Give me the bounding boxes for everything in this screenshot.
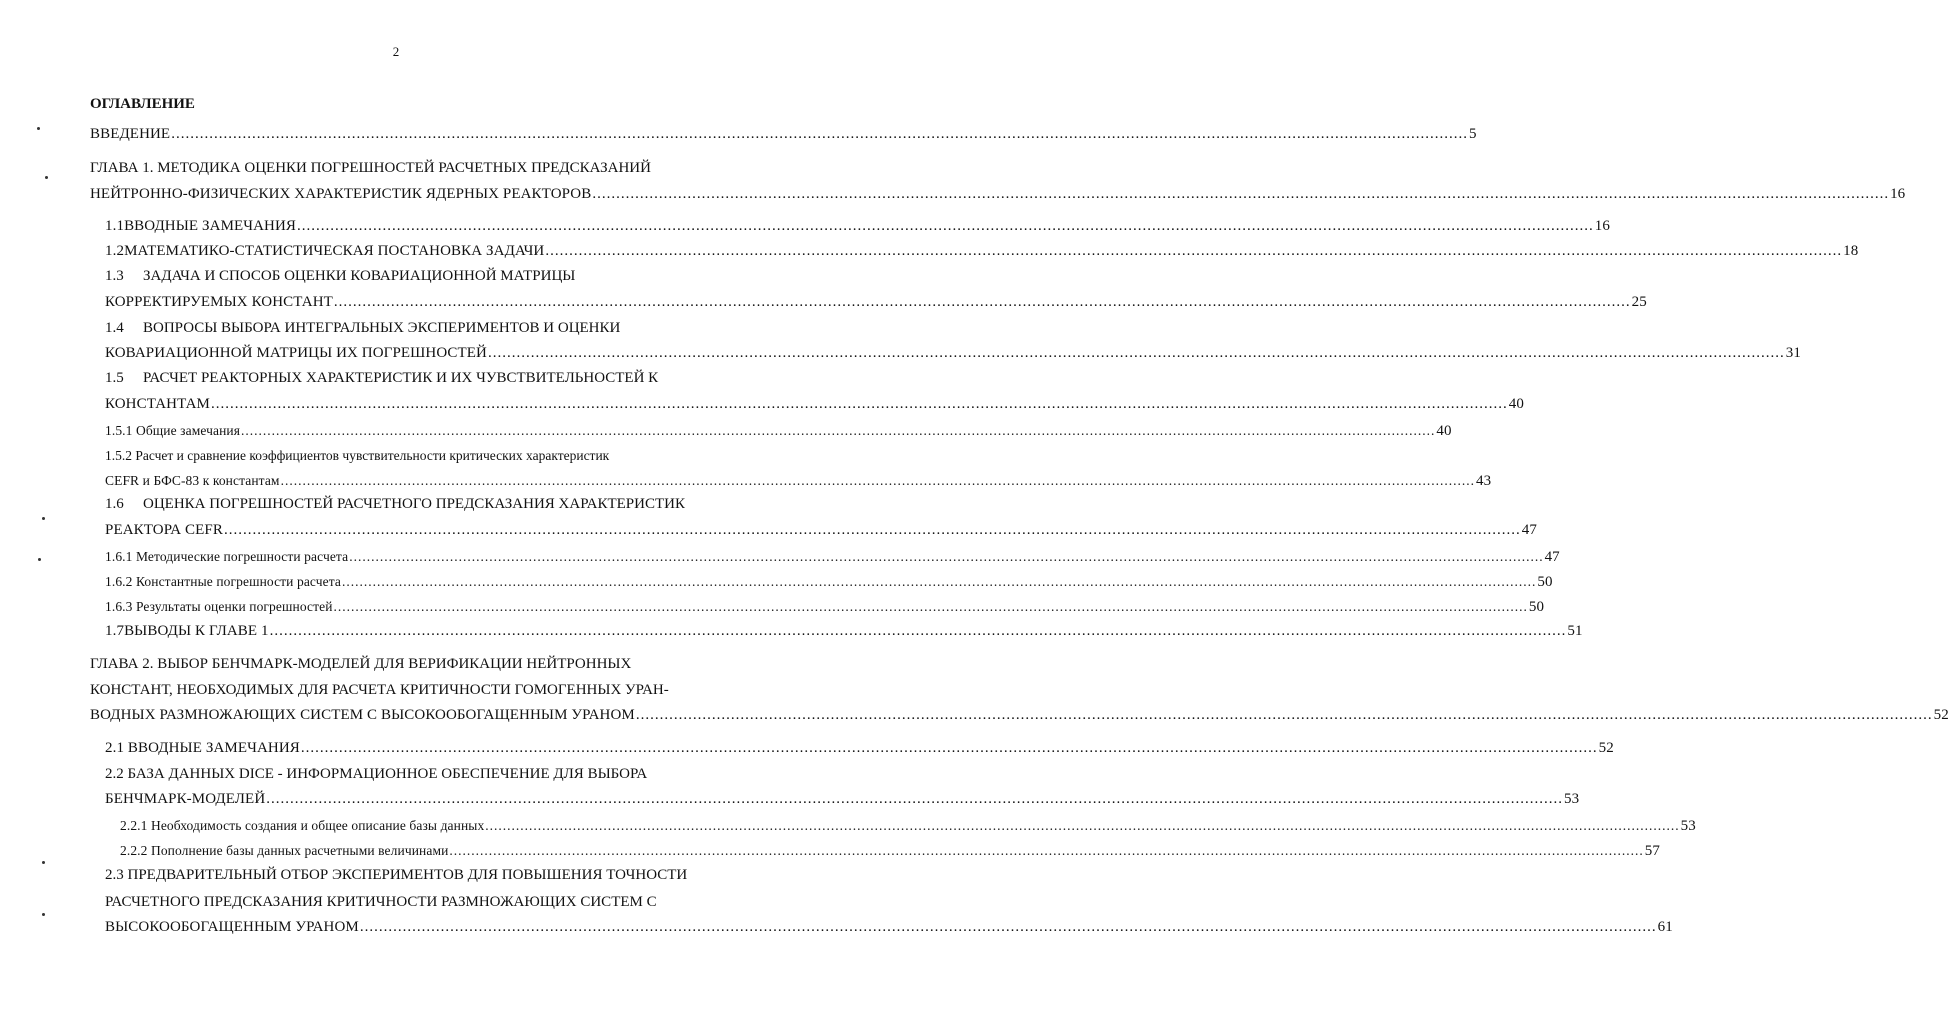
toc-section-1-6[interactable]: РЕАКТОРА CEFR ..... 47 [105, 522, 718, 539]
toc-section-2-2-line1[interactable]: 2.2 БАЗА ДАННЫХ DICE - ИНФОРМАЦИОННОЕ ОБЕСПЕЧЕНИЕ ДЛЯ ВЫБОРА [105, 766, 648, 782]
toc-section-1-5-line1[interactable]: 1.5 РАСЧЕТ РЕАКТОРНЫХ ХАРАКТЕРИСТИК И ИХ ЧУВСТВИТЕЛЬНОСТЕЙ К [105, 370, 659, 386]
margin-speck [42, 913, 45, 916]
toc-section-1-7[interactable]: 1.7 ВЫВОДЫ К ГЛАВЕ 1 ..... 51 [105, 623, 718, 640]
toc-subsection-1-6-3[interactable]: 1.6.3 Результаты оценки погрешностей ..... 50 [105, 599, 718, 616]
margin-speck [37, 127, 40, 130]
margin-speck [38, 558, 41, 561]
toc-section-2-1[interactable]: 2.1 ВВОДНЫЕ ЗАМЕЧАНИЯ ..... 52 [105, 740, 718, 757]
toc-section-1-4[interactable]: КОВАРИАЦИОННОЙ МАТРИЦЫ ИХ ПОГРЕШНОСТЕЙ ..... 31 [105, 345, 718, 362]
toc-chapter-2-line2[interactable]: КОНСТАНТ, НЕОБХОДИМЫХ ДЛЯ РАСЧЕТА КРИТИЧНОСТИ ГОМОГЕННЫХ УРАН- [90, 682, 669, 698]
toc-section-1-3[interactable]: КОРРЕКТИРУЕМЫХ КОНСТАНТ ..... 25 [105, 294, 718, 311]
toc-subsection-1-5-2-line1[interactable]: 1.5.2 Расчет и сравнение коэффициентов чувствительности критических характеристик [105, 448, 610, 463]
toc-entry-intro[interactable]: ВВЕДЕНИЕ ..... 5 [90, 126, 718, 143]
toc-section-1-4-line1[interactable]: 1.4 ВОПРОСЫ ВЫБОРА ИНТЕГРАЛЬНЫХ ЭКСПЕРИМЕНТОВ И ОЦЕНКИ [105, 320, 621, 336]
toc-subsection-2-2-1[interactable]: 2.2.1 Необходимость создания и общее описание базы данных ..... 53 [120, 818, 718, 835]
toc-subsection-2-2-2[interactable]: 2.2.2 Пополнение базы данных расчетными величинами ..... 57 [120, 843, 718, 860]
toc-subsection-1-5-2[interactable]: CEFR и БФС-83 к константам ..... 43 [105, 473, 718, 490]
toc-section-1-5[interactable]: КОНСТАНТАМ ..... 40 [105, 396, 718, 413]
toc-subsection-1-6-1[interactable]: 1.6.1 Методические погрешности расчета ..... 47 [105, 549, 718, 566]
margin-speck [45, 176, 48, 179]
toc-chapter-2-line1[interactable]: ГЛАВА 2. ВЫБОР БЕНЧМАРК-МОДЕЛЕЙ ДЛЯ ВЕРИФИКАЦИИ НЕЙТРОННЫХ [90, 656, 632, 672]
margin-speck [42, 517, 45, 520]
toc-section-2-3-line2[interactable]: РАСЧЕТНОГО ПРЕДСКАЗАНИЯ КРИТИЧНОСТИ РАЗМНОЖАЮЩИХ СИСТЕМ С [105, 894, 657, 910]
toc-title: ОГЛАВЛЕНИЕ [90, 96, 195, 112]
margin-speck [42, 861, 45, 864]
toc-section-1-3-line1[interactable]: 1.3 ЗАДАЧА И СПОСОБ ОЦЕНКИ КОВАРИАЦИОННОЙ МАТРИЦЫ [105, 268, 576, 284]
toc-subsection-1-5-1[interactable]: 1.5.1 Общие замечания ..... 40 [105, 423, 718, 440]
toc-chapter-2[interactable]: ВОДНЫХ РАЗМНОЖАЮЩИХ СИСТЕМ С ВЫСОКООБОГАЩЕННЫМ УРАНОМ ..... 52 [90, 707, 718, 724]
toc-section-1-2[interactable]: 1.2 МАТЕМАТИКО-СТАТИСТИЧЕСКАЯ ПОСТАНОВКА ЗАДАЧИ ..... 18 [105, 243, 718, 260]
toc-section-1-6-line1[interactable]: 1.6 ОЦЕНКА ПОГРЕШНОСТЕЙ РАСЧЕТНОГО ПРЕДСКАЗАНИЯ ХАРАКТЕРИСТИК [105, 496, 685, 512]
toc-section-1-1[interactable]: 1.1 ВВОДНЫЕ ЗАМЕЧАНИЯ ..... 16 [105, 218, 718, 235]
toc-subsection-1-6-2[interactable]: 1.6.2 Константные погрешности расчета ..... 50 [105, 574, 718, 591]
toc-section-2-3[interactable]: ВЫСОКООБОГАЩЕННЫМ УРАНОМ ..... 61 [105, 919, 718, 936]
toc-section-2-2[interactable]: БЕНЧМАРК-МОДЕЛЕЙ ..... 53 [105, 791, 718, 808]
toc-section-2-3-line1[interactable]: 2.3 ПРЕДВАРИТЕЛЬНЫЙ ОТБОР ЭКСПЕРИМЕНТОВ ДЛЯ ПОВЫШЕНИЯ ТОЧНОСТИ [105, 867, 688, 883]
toc-chapter-1-line1[interactable]: ГЛАВА 1. МЕТОДИКА ОЦЕНКИ ПОГРЕШНОСТЕЙ РАСЧЕТНЫХ ПРЕДСКАЗАНИЙ [90, 160, 651, 176]
page-number: 2 [392, 44, 400, 59]
toc-chapter-1[interactable]: НЕЙТРОННО-ФИЗИЧЕСКИХ ХАРАКТЕРИСТИК ЯДЕРНЫХ РЕАКТОРОВ ..... 16 [90, 186, 718, 203]
